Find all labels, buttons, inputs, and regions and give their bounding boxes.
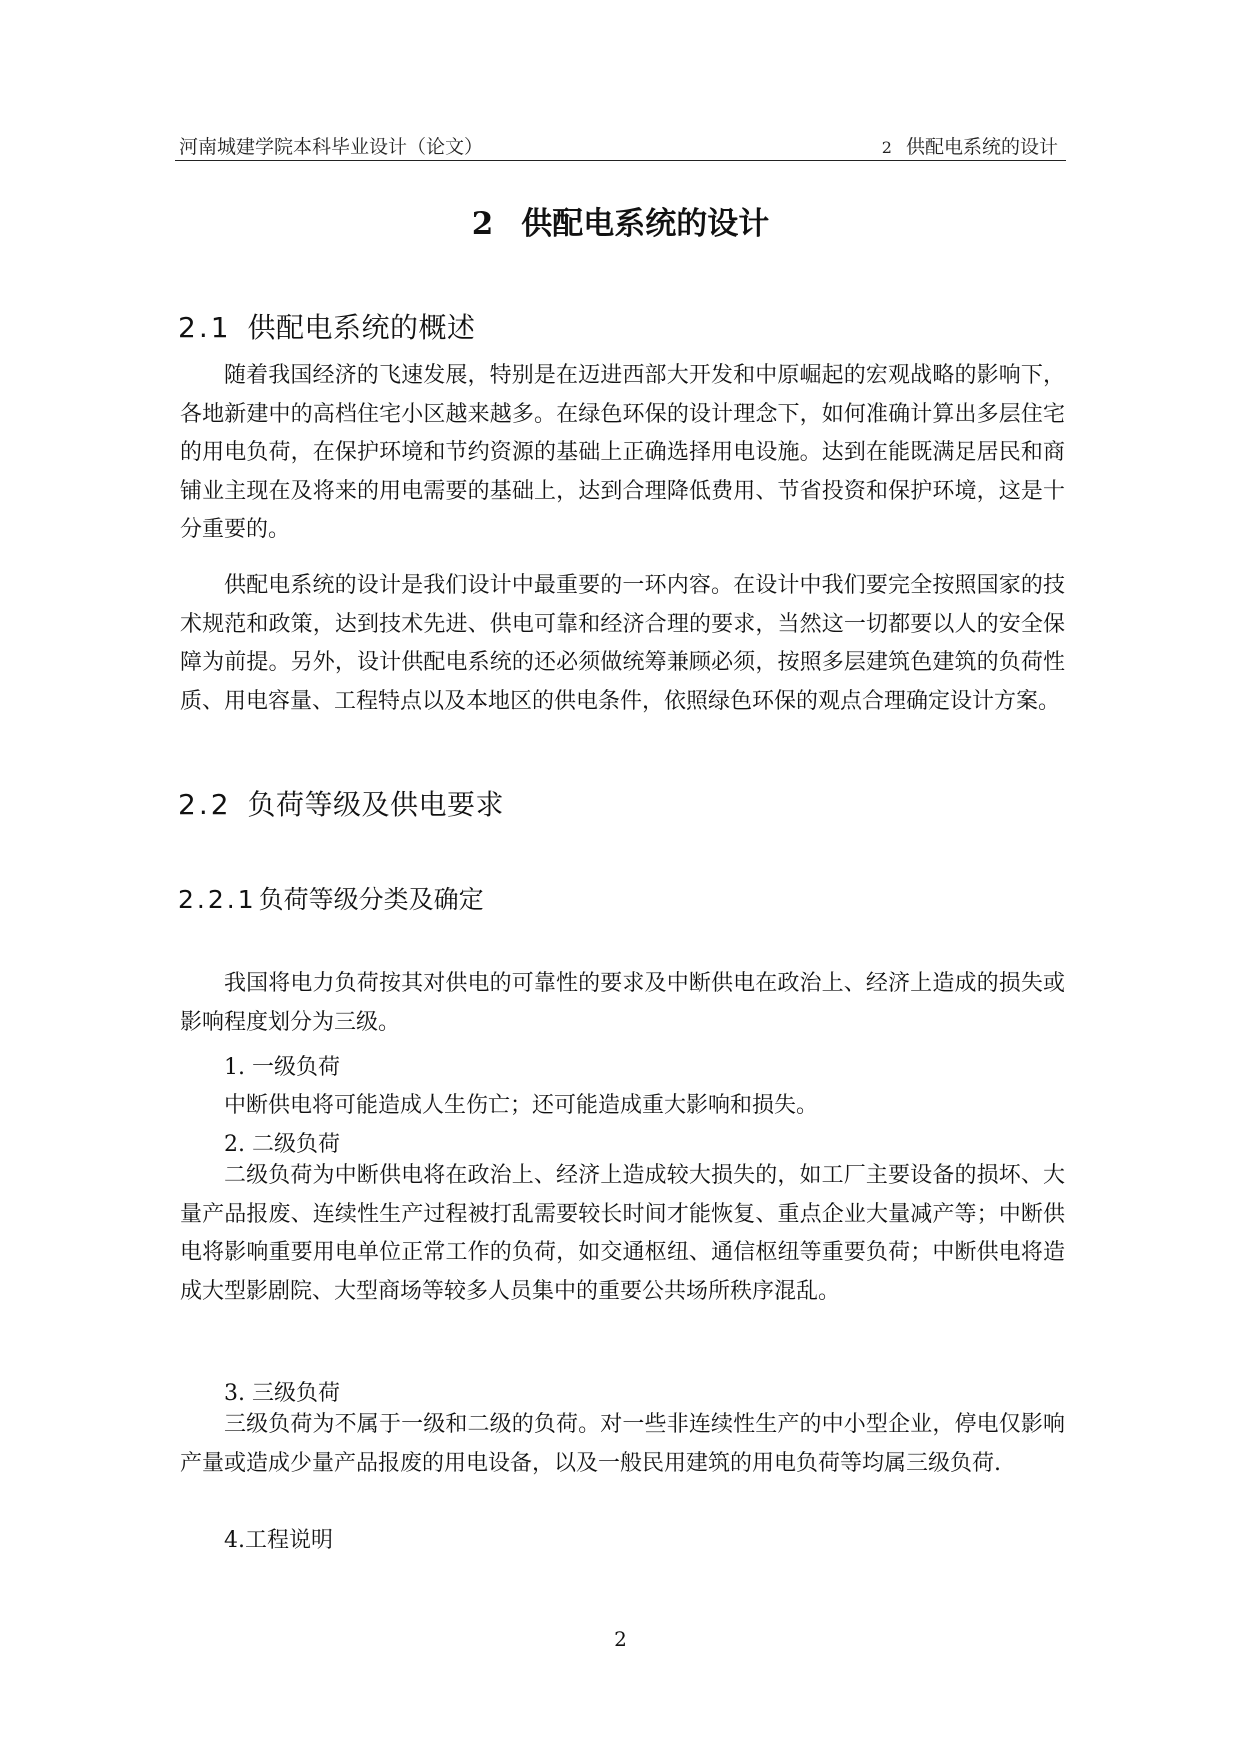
section-2-2-1-heading bbox=[178, 880, 484, 916]
chapter-title bbox=[0, 198, 1241, 243]
chapter-number: 2 bbox=[471, 206, 494, 242]
section-2-1-number: 2.1 bbox=[178, 311, 232, 344]
item-3-text: 三级负荷为不属于一级和二级的负荷。对一些非连续性生产的中小型企业，停电仅影响产量或造成少量产品报废的用电设备，以及一般民用建筑的用电负荷等均属三级负荷. bbox=[180, 1412, 1065, 1476]
item-1-label: 1. 一级负荷 bbox=[224, 1055, 340, 1080]
section-2-2-1-title: 负荷等级分类及确定 bbox=[258, 885, 484, 914]
page-number: 2 bbox=[614, 1627, 627, 1651]
section-2-1-paragraph-2: 供配电系统的设计是我们设计中最重要的一环内容。在设计中我们要完全按照国家的技术规范和政策，达到技术先进、供电可靠和经济合理的要求，当然这一切都要以人的安全保障为前提。另外，设计供配电系统的还必须做统筹兼顾必须，按照多层建筑色建筑的负荷性质、用电容量、工程特点以及本地区的供电条件，依照绿色环保的观点合理确定设计方案。 bbox=[180, 573, 1065, 714]
item-4-label: 4.工程说明 bbox=[224, 1528, 333, 1553]
item-2-label: 2. 二级负荷 bbox=[224, 1132, 340, 1157]
section-2-2-title: 负荷等级及供电要求 bbox=[247, 788, 505, 821]
item-1-text: 中断供电将可能造成人生伤亡；还可能造成重大影响和损失。 bbox=[224, 1093, 819, 1118]
chapter-title-text: 供配电系统的设计 bbox=[521, 206, 770, 242]
load-classification-intro: 我国将电力负荷按其对供电的可靠性的要求及中断供电在政治上、经济上造成的损失或影响程度划分为三级。 bbox=[180, 971, 1065, 1035]
section-2-1-title: 供配电系统的概述 bbox=[247, 311, 476, 344]
section-2-2-number: 2.2 bbox=[178, 788, 232, 821]
section-2-2-1-number: 2.2.1 bbox=[178, 885, 257, 914]
item-2-text: 二级负荷为中断供电将在政治上、经济上造成较大损失的，如工厂主要设备的损坏、大量产品报废、连续性生产过程被打乱需要较长时间才能恢复、重点企业大量减产等；中断供电将影响重要用电单位正常工作的负荷，如交通枢纽、通信枢纽等重要负荷；中断供电将造成大型影剧院、大型商场等较多人员集中的重要公共场所秩序混乱。 bbox=[180, 1163, 1065, 1304]
section-2-1-paragraph-1: 随着我国经济的飞速发展，特别是在迈进西部大开发和中原崛起的宏观战略的影响下，各地新建中的高档住宅小区越来越多。在绿色环保的设计理念下，如何准确计算出多层住宅的用电负荷，在保护环境和节约资源的基础上正确选择用电设施。达到在能既满足居民和商铺业主现在及将来的用电需要的基础上，达到合理降低费用、节省投资和保护环境，这是十分重要的。 bbox=[180, 363, 1065, 542]
header-thesis-title: 河南城建学院本科毕业设计（论文） bbox=[179, 136, 484, 158]
header-chapter bbox=[882, 132, 1058, 159]
running-header bbox=[175, 132, 1066, 161]
item-3-label: 3. 三级负荷 bbox=[224, 1381, 340, 1406]
header-chapter-title: 供配电系统的设计 bbox=[905, 136, 1058, 158]
section-2-2-heading bbox=[178, 783, 504, 823]
section-2-1-heading bbox=[178, 306, 476, 346]
header-chapter-number: 2 bbox=[881, 138, 892, 157]
